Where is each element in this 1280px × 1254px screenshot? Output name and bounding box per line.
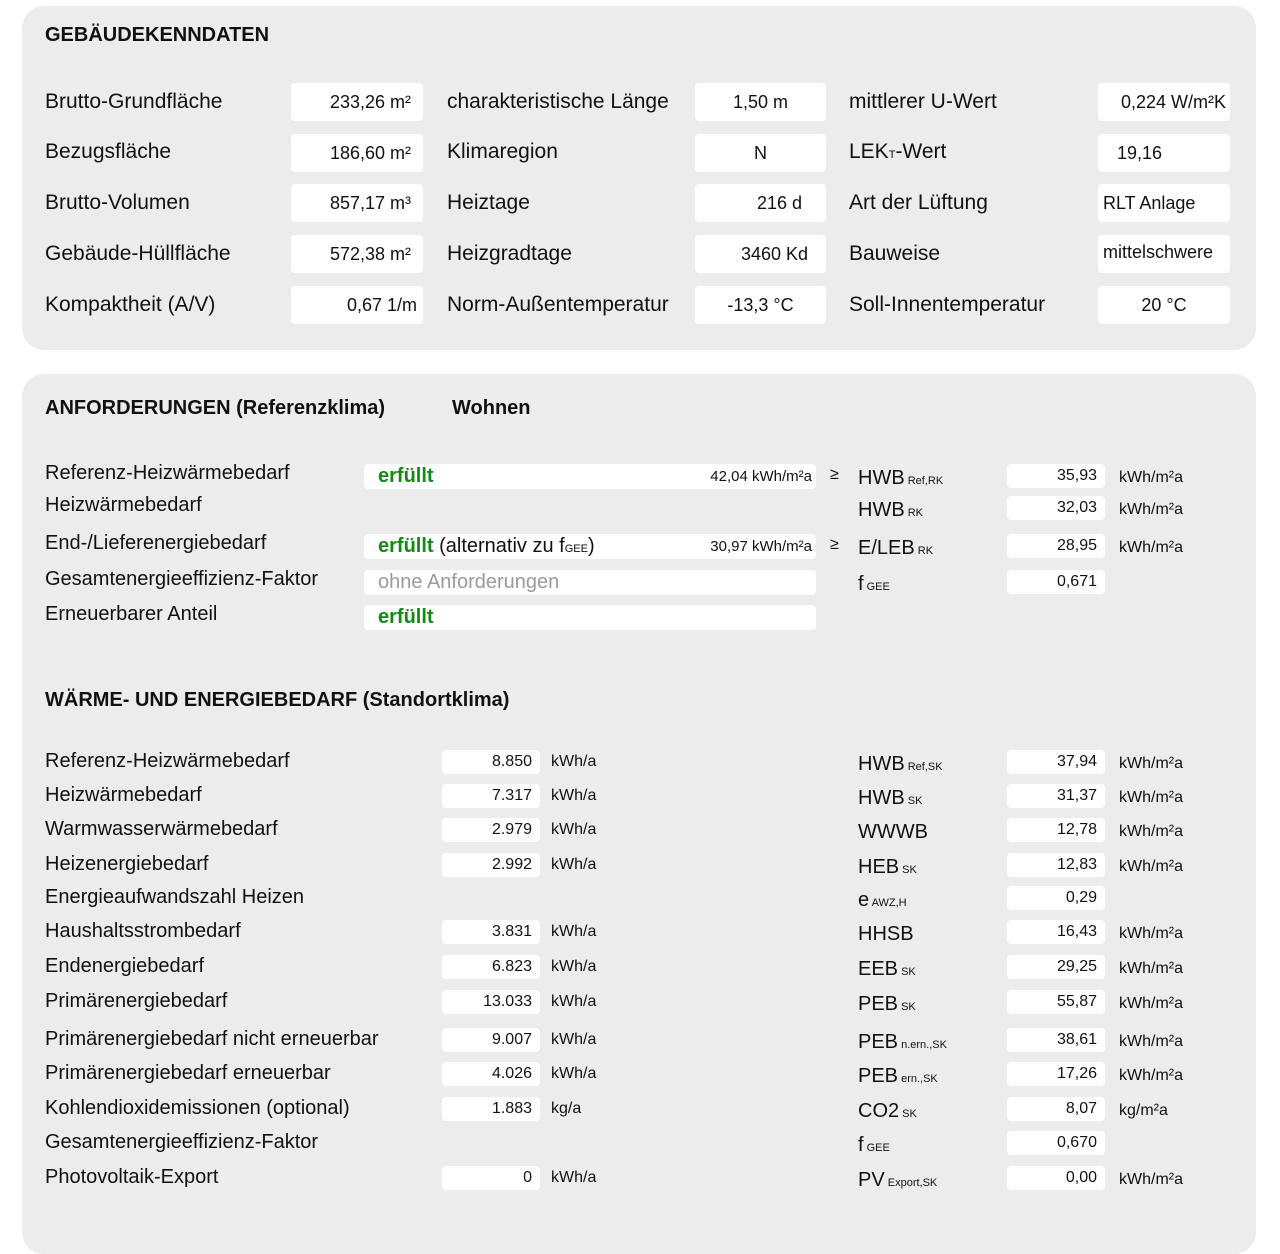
waerme-value: 4.026: [442, 1062, 540, 1086]
value-heiztage: 216 d: [695, 184, 826, 222]
anf-unit: kWh/m²a: [1119, 501, 1183, 518]
anforderungen-category: Wohnen: [452, 397, 531, 419]
label-heizgradtage: Heizgradtage: [447, 242, 572, 265]
waerme-ref-unit: kWh/m²a: [1119, 755, 1183, 772]
waerme-symbol: HWB SK: [858, 787, 923, 809]
waerme-symbol: EEB SK: [858, 958, 916, 980]
waerme-label: Warmwasserwärmebedarf: [45, 818, 278, 840]
waerme-ref-unit: kg/m²a: [1119, 1102, 1168, 1119]
waerme-label: Kohlendioxidemissionen (optional): [45, 1097, 350, 1119]
anf-label: Erneuerbarer Anteil: [45, 603, 218, 625]
waerme-label: Haushaltsstrombedarf: [45, 920, 241, 942]
waerme-symbol: PEB SK: [858, 993, 916, 1015]
waerme-symbol: e AWZ,H: [858, 889, 907, 911]
value-mittlerer-u-wert: 0,224 W/m²K: [1098, 83, 1230, 121]
waerme-label: Photovoltaik-Export: [45, 1166, 219, 1188]
waerme-label: Energieaufwandszahl Heizen: [45, 886, 305, 908]
anf-status-box: ohne Anforderungen: [364, 570, 816, 595]
waerme-label: Primärenergiebedarf: [45, 990, 228, 1012]
waerme-ref-value: 29,25: [1007, 955, 1105, 979]
value-heizgradtage: 3460 Kd: [695, 235, 826, 273]
waerme-value: 13.033: [442, 990, 540, 1014]
waerme-symbol: PEB n.ern.,SK: [858, 1031, 947, 1053]
waerme-value: 8.850: [442, 750, 540, 774]
waerme-value: 9.007: [442, 1028, 540, 1052]
anf-status-box: erfüllt 42,04 kWh/m²a: [364, 464, 816, 489]
waerme-ref-value: 55,87: [1007, 990, 1105, 1014]
label-norm-aussentemperatur: Norm-Außentemperatur: [447, 293, 669, 316]
value-soll-innentemperatur: 20 °C: [1098, 286, 1230, 324]
label-brutto-volumen: Brutto-Volumen: [45, 191, 190, 214]
anf-unit: kWh/m²a: [1119, 539, 1183, 556]
waerme-unit: kWh/a: [551, 787, 597, 804]
waerme-value: 2.992: [442, 853, 540, 877]
waerme-ref-unit: kWh/m²a: [1119, 1033, 1183, 1050]
value-charakteristische-laenge: 1,50 m: [695, 83, 826, 121]
value-gebaeude-huellflaeche: 572,38 m²: [291, 235, 423, 273]
anf-ref-value: 32,03: [1007, 496, 1105, 520]
label-bezugsflaeche: Bezugsfläche: [45, 140, 172, 163]
waerme-symbol: HHSB: [858, 923, 914, 945]
waerme-ref-value: 0,670: [1007, 1131, 1105, 1155]
waerme-ref-value: 12,83: [1007, 853, 1105, 877]
label-mittlerer-u-wert: mittlerer U-Wert: [849, 90, 997, 113]
anf-label: Gesamtenergieeffizienz-Faktor: [45, 568, 319, 590]
waerme-ref-unit: kWh/m²a: [1119, 960, 1183, 977]
waerme-ref-value: 31,37: [1007, 784, 1105, 808]
label-soll-innentemperatur: Soll-Innentemperatur: [849, 293, 1046, 316]
anf-symbol: f GEE: [858, 573, 890, 595]
waerme-value: 6.823: [442, 955, 540, 979]
waerme-label: Endenergiebedarf: [45, 955, 205, 977]
waerme-title: WÄRME- UND ENERGIEBEDARF (Standortklima): [45, 689, 510, 711]
waerme-unit: kWh/a: [551, 1065, 597, 1082]
waerme-ref-unit: kWh/m²a: [1119, 995, 1183, 1012]
waerme-symbol: CO2 SK: [858, 1100, 917, 1122]
value-norm-aussentemperatur: -13,3 °C: [695, 286, 826, 324]
value-kompaktheit: 0,67 1/m: [291, 286, 423, 324]
gebaeudekenndaten-title: GEBÄUDEKENNDATEN: [45, 24, 270, 46]
waerme-label: Heizenergiebedarf: [45, 853, 209, 875]
label-klimaregion: Klimaregion: [447, 140, 558, 163]
waerme-label: Primärenergiebedarf nicht erneuerbar: [45, 1028, 379, 1050]
waerme-unit: kWh/a: [551, 1169, 597, 1186]
value-lek-t-wert: 19,16: [1098, 134, 1230, 172]
label-art-der-lueftung: Art der Lüftung: [849, 191, 988, 214]
anf-symbol: E/LEB RK: [858, 537, 934, 559]
waerme-unit: kg/a: [551, 1100, 582, 1117]
waerme-ref-value: 0,00: [1007, 1166, 1105, 1190]
label-charakteristische-laenge: charakteristische Länge: [447, 90, 669, 113]
label-heiztage: Heiztage: [447, 191, 530, 214]
anf-status-box: erfüllt (alternativ zu fGEE) 30,97 kWh/m²a: [364, 534, 816, 559]
anf-op: ≥: [830, 536, 839, 553]
waerme-ref-value: 17,26: [1007, 1062, 1105, 1086]
waerme-ref-value: 12,78: [1007, 818, 1105, 842]
waerme-ref-value: 8,07: [1007, 1097, 1105, 1121]
waerme-value: 1.883: [442, 1097, 540, 1121]
waerme-symbol: WWWB: [858, 821, 928, 843]
label-brutto-grundflaeche: Brutto-Grundfläche: [45, 90, 223, 113]
value-brutto-grundflaeche: 233,26 m²: [291, 83, 423, 121]
waerme-ref-unit: kWh/m²a: [1119, 823, 1183, 840]
value-brutto-volumen: 857,17 m³: [291, 184, 423, 222]
anf-status-box: erfüllt: [364, 605, 816, 630]
label-lek-t-wert: LEKT-Wert: [849, 140, 947, 163]
waerme-symbol: HEB SK: [858, 856, 917, 878]
value-bauweise: mittelschwere: [1098, 235, 1230, 273]
waerme-label: Gesamtenergieeffizienz-Faktor: [45, 1131, 319, 1153]
waerme-value: 7.317: [442, 784, 540, 808]
anf-label: End-/Lieferenergiebedarf: [45, 532, 267, 554]
anf-ref-value: 0,671: [1007, 570, 1105, 594]
anf-ref-value: 28,95: [1007, 534, 1105, 558]
waerme-symbol: PEB ern.,SK: [858, 1065, 938, 1087]
value-klimaregion: N: [695, 134, 826, 172]
waerme-ref-unit: kWh/m²a: [1119, 858, 1183, 875]
anf-unit: kWh/m²a: [1119, 469, 1183, 486]
waerme-ref-value: 38,61: [1007, 1028, 1105, 1052]
waerme-unit: kWh/a: [551, 856, 597, 873]
anforderungen-title: ANFORDERUNGEN (Referenzklima): [45, 397, 386, 419]
anf-ref-value: 35,93: [1007, 464, 1105, 488]
waerme-ref-value: 37,94: [1007, 750, 1105, 774]
value-art-der-lueftung: RLT Anlage: [1098, 184, 1230, 222]
anf-symbol: HWB RK: [858, 499, 924, 521]
waerme-symbol: PV Export,SK: [858, 1169, 938, 1191]
waerme-label: Primärenergiebedarf erneuerbar: [45, 1062, 331, 1084]
value-bezugsflaeche: 186,60 m²: [291, 134, 423, 172]
waerme-unit: kWh/a: [551, 993, 597, 1010]
waerme-ref-value: 16,43: [1007, 920, 1105, 944]
waerme-ref-unit: kWh/m²a: [1119, 1067, 1183, 1084]
waerme-symbol: HWB Ref,SK: [858, 753, 943, 775]
waerme-unit: kWh/a: [551, 923, 597, 940]
waerme-symbol: f GEE: [858, 1134, 890, 1156]
waerme-unit: kWh/a: [551, 753, 597, 770]
waerme-unit: kWh/a: [551, 1031, 597, 1048]
waerme-value: 2.979: [442, 818, 540, 842]
waerme-value: 0: [442, 1166, 540, 1190]
label-gebaeude-huellflaeche: Gebäude-Hüllfläche: [45, 242, 231, 265]
waerme-ref-unit: kWh/m²a: [1119, 925, 1183, 942]
anf-op: ≥: [830, 466, 839, 483]
waerme-ref-unit: kWh/m²a: [1119, 789, 1183, 806]
waerme-label: Referenz-Heizwärmebedarf: [45, 750, 290, 772]
anf-label: Referenz-Heizwärmebedarf: [45, 462, 290, 484]
anf-symbol: HWB Ref,RK: [858, 467, 944, 489]
waerme-label: Heizwärmebedarf: [45, 784, 202, 806]
label-bauweise: Bauweise: [849, 242, 941, 265]
label-kompaktheit: Kompaktheit (A/V): [45, 293, 216, 316]
anf-label: Heizwärmebedarf: [45, 494, 202, 516]
waerme-unit: kWh/a: [551, 821, 597, 838]
waerme-unit: kWh/a: [551, 958, 597, 975]
waerme-value: 3.831: [442, 920, 540, 944]
waerme-ref-value: 0,29: [1007, 886, 1105, 910]
waerme-ref-unit: kWh/m²a: [1119, 1171, 1183, 1188]
